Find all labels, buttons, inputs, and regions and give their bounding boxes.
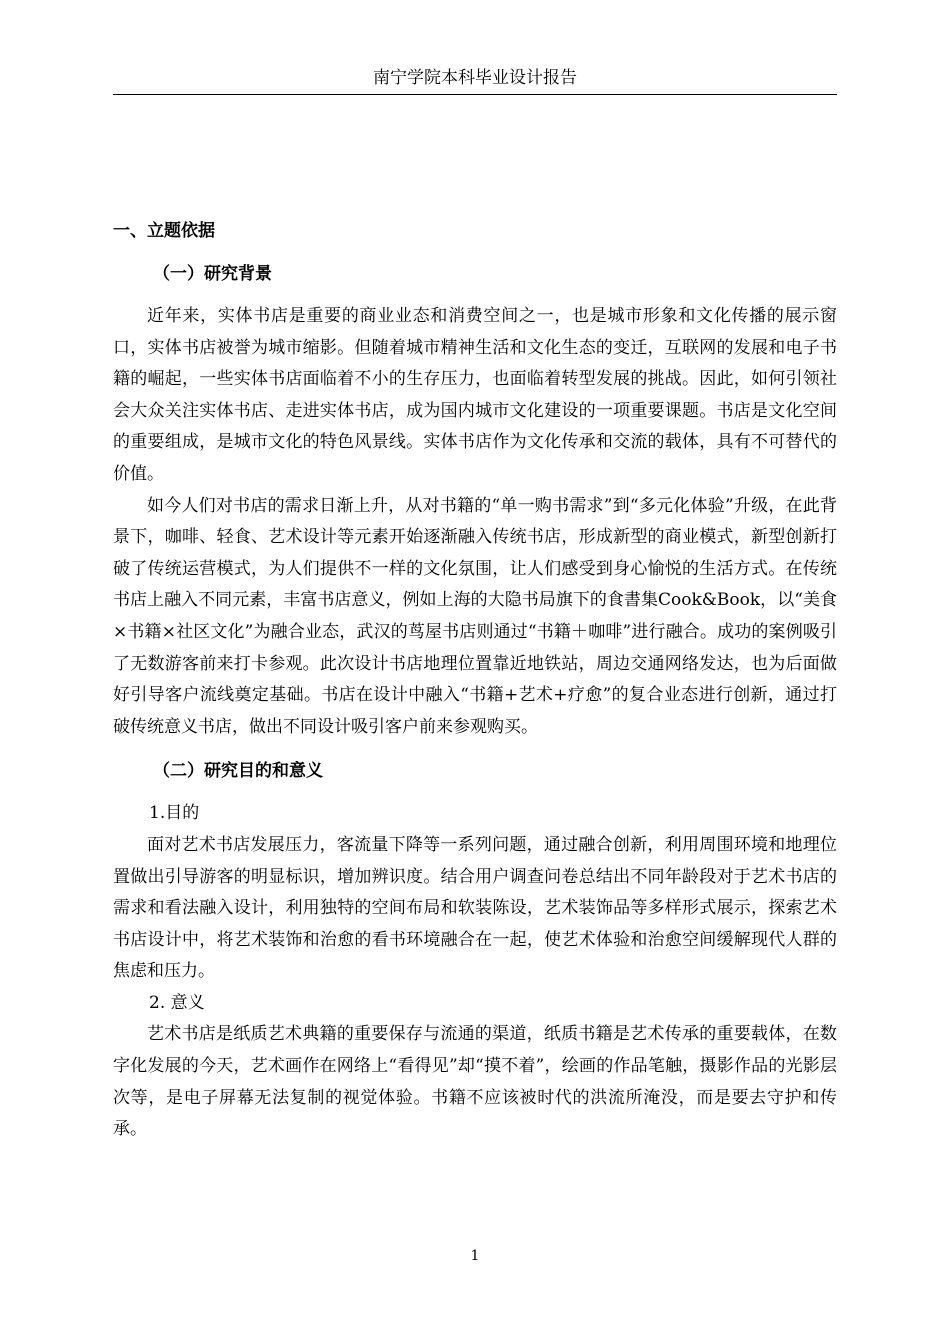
subsection-heading-purpose-significance: （二）研究目的和意义 bbox=[153, 761, 323, 782]
purpose-paragraph: 面对艺术书店发展压力，客流量下降等一系列问题，通过融合创新，利用周围环境和地理位置做出引导游客的明显标识，增加辨识度。结合用户调查问卷总结出不同年龄段对于艺术书店的需求和看法融入设计，利用独特的空间布局和软装陈设，艺术装饰品等多样形式展示，探索艺术书店设计中，将艺术装饰和治愈的看书环境融合在一起，使艺术体验和治愈空间缓解现代人群的焦虑和压力。 bbox=[113, 834, 837, 982]
section-heading: 一、立题依据 bbox=[113, 221, 215, 241]
background-paragraph-1: 近年来，实体书店是重要的商业业态和消费空间之一，也是城市形象和文化传播的展示窗口，实体书店被誉为城市缩影。但随着城市精神生活和文化生态的变迁，互联网的发展和电子书籍的崛起，一些实体书店面临着不小的生存压力，也面临着转型发展的挑战。因此，如何引领社会大众关注实体书店、走进实体书店，成为国内城市文化建设的一项重要课题。书店是文化空间的重要组成，是城市文化的特色风景线。实体书店作为文化传承和交流的载体，具有不可替代的价值。 bbox=[113, 306, 837, 484]
page-number: 1 bbox=[470, 1248, 480, 1264]
subsection-heading-background: （一）研究背景 bbox=[153, 264, 272, 284]
background-paragraph-2: 如今人们对书店的需求日渐上升，从对书籍的“单一购书需求”到“多元化体验”升级，在此背景下，咖啡、轻食、艺术设计等元素开始逐渐融入传统书店，形成新型的商业模式，新型创新打破了传统运营模式，为人们提供不一样的文化氛围，让人们感受到身心愉悦的生活方式。在传统书店上融入不同元素，丰富书店意义，例如上海的大隐书局旗下的食書集Cook&Book，以“美食×书籍×社区文化”为融合业态，武汉的茑屋书店则通过“书籍＋咖啡”进行融合。成功的案例吸引了无数游客前来打卡参观。此次设计书店地理位置靠近地铁站，周边交通网络发达，也为后面做好引导客户流线奠定基础。书店在设计中融入“书籍+艺术+疗愈”的复合业态进行创新，通过打破传统意义书店，做出不同设计吸引客户前来参观购买。 bbox=[113, 495, 837, 737]
purpose-label: 1.目的 bbox=[149, 803, 200, 824]
page-header: 南宁学院本科毕业设计报告 bbox=[113, 64, 837, 95]
significance-label: 2. 意义 bbox=[149, 992, 205, 1013]
significance-paragraph: 艺术书店是纸质艺术典籍的重要保存与流通的渠道，纸质书籍是艺术传承的重要载体，在数字化发展的今天，艺术画作在网络上“看得见”却“摸不着”，绘画的作品笔触，摄影作品的光影层次等，是电子屏幕无法复制的视觉体验。书籍不应该被时代的洪流所淹没，而是要去守护和传承。 bbox=[113, 1024, 837, 1140]
document-body bbox=[113, 216, 837, 1146]
